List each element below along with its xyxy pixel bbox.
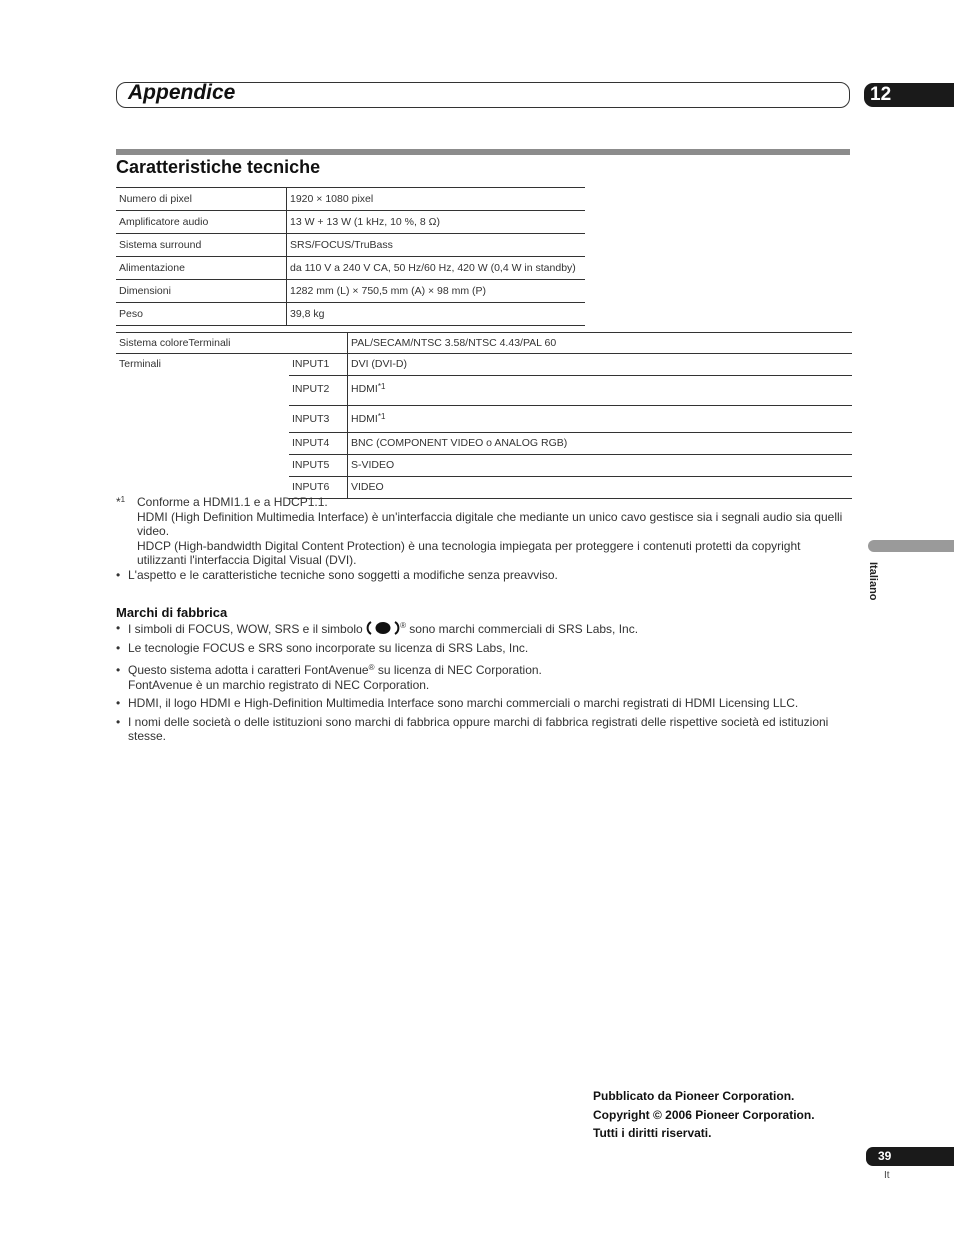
spec-value: SRS/FOCUS/TruBass (287, 234, 586, 257)
trademark-text: sono marchi commerciali di SRS Labs, Inc. (405, 622, 639, 636)
input-value: S-VIDEO (348, 455, 853, 477)
input-value: VIDEO (348, 477, 853, 499)
input-name: INPUT6 (289, 477, 348, 499)
trademark-text: FontAvenue è un marchio registrato di NEC Corporation. (128, 677, 430, 692)
list-item (116, 663, 852, 692)
table-row (116, 303, 585, 326)
notes-block (116, 495, 852, 582)
spec-label: Numero di pixel (116, 188, 287, 211)
publisher-info (593, 1087, 815, 1143)
spec-value: da 110 V a 240 V CA, 50 Hz/60 Hz, 420 W (0,4 W in standby) (287, 257, 586, 280)
list-item: • HDMI, il logo HDMI e High-Definition Multimedia Interface sono marchi commerciali o marchi registrati di HDMI Licensing LLC. (116, 696, 852, 711)
input-name: INPUT5 (289, 455, 348, 477)
trademark-text: I simboli di FOCUS, WOW, SRS e il simbolo (128, 622, 363, 636)
trademarks-title: Marchi di fabbrica (116, 605, 228, 620)
spec-label: Sistema surround (116, 234, 287, 257)
spec-value: 13 W + 13 W (1 kHz, 10 %, 8 Ω) (287, 211, 586, 234)
table-row (116, 257, 585, 280)
list-item: • Le tecnologie FOCUS e SRS sono incorporate su licenza di SRS Labs, Inc. (116, 641, 852, 656)
input-name: INPUT4 (289, 433, 348, 455)
spec-label: Dimensioni (116, 280, 287, 303)
spec-value: 39,8 kg (287, 303, 586, 326)
spec-table (116, 187, 585, 326)
spec-label: Peso (116, 303, 287, 326)
chapter-number: 12 (870, 84, 892, 105)
input-name: INPUT2 (289, 376, 348, 406)
trademark-text: su licenza di NEC Corporation. (374, 663, 542, 677)
table-row (116, 234, 585, 257)
spec-value: 1920 × 1080 pixel (287, 188, 586, 211)
publisher-line: Tutti i diritti riservati. (593, 1126, 712, 1140)
input-value-text: HDMI (351, 413, 378, 425)
section-title: Caratteristiche tecniche (116, 157, 321, 177)
publisher-line: Copyright © 2006 Pioneer Corporation. (593, 1107, 815, 1122)
footnote-asterisk: * (116, 495, 121, 509)
input-value (348, 376, 853, 406)
spec-label: Amplificatore audio (116, 211, 287, 234)
language-tab (868, 540, 954, 552)
page-language-code: It (884, 1170, 890, 1181)
section-rule (116, 149, 850, 155)
input-value: DVI (DVI-D) (348, 354, 853, 376)
footnote-mark (116, 495, 125, 510)
language-label: Italiano (867, 562, 879, 601)
page-number: 39 (878, 1149, 892, 1163)
footnote-ref: *1 (377, 412, 386, 421)
spec-label: Alimentazione (116, 257, 287, 280)
table-row (116, 354, 852, 376)
footnote-line: HDMI (High Definition Multimedia Interface) è un'interfaccia digitale che mediante un unico cavo gestisce sia i segnali audio sia quelli video. (137, 509, 843, 538)
footnote-ref: *1 (377, 382, 386, 391)
list-item (116, 621, 852, 637)
trademarks-list (116, 621, 852, 748)
registered-mark: ® (400, 621, 406, 630)
terminals-label: Terminali (119, 358, 162, 370)
input-value-text: HDMI (351, 383, 378, 395)
terminals-table (116, 332, 852, 499)
srs-logo-icon (366, 621, 400, 635)
color-system-value: PAL/SECAM/NTSC 3.58/NTSC 4.43/PAL 60 (348, 333, 853, 354)
table-row (116, 280, 585, 303)
input-name: INPUT3 (289, 406, 348, 433)
color-system-label: Sistema coloreTerminali (116, 333, 348, 354)
footnote-number: 1 (120, 495, 126, 504)
table-row (116, 211, 585, 234)
footnote-line: Conforme a HDMI1.1 e a HDCP1.1. (137, 495, 328, 509)
input-value (348, 406, 853, 433)
trademark-text: Questo sistema adotta i caratteri FontAvenue (128, 663, 369, 677)
publisher-line: Pubblicato da Pioneer Corporation. (593, 1089, 795, 1103)
registered-mark: ® (368, 663, 375, 672)
input-name: INPUT1 (289, 354, 348, 376)
input-value: BNC (COMPONENT VIDEO o ANALOG RGB) (348, 433, 853, 455)
table-row (116, 188, 585, 211)
table-row (116, 333, 852, 354)
footnote-line: HDCP (High-bandwidth Digital Content Protection) è una tecnologia impiegata per proteggere i contenuti protetti da copyright utilizzanti l'interfaccia Digital Visual (DVI). (137, 538, 801, 567)
footnote (116, 495, 852, 568)
list-item: • I nomi delle società o delle istituzioni sono marchi di fabbrica oppure marchi di fabbrica registrati delle rispettive società ed istituzioni stesse. (116, 715, 852, 744)
spec-value: 1282 mm (L) × 750,5 mm (A) × 98 mm (P) (287, 280, 586, 303)
note-bullet: • L'aspetto e le caratteristiche tecniche sono soggetti a modifiche senza preavviso. (116, 568, 852, 583)
chapter-title: Appendice (128, 81, 236, 104)
